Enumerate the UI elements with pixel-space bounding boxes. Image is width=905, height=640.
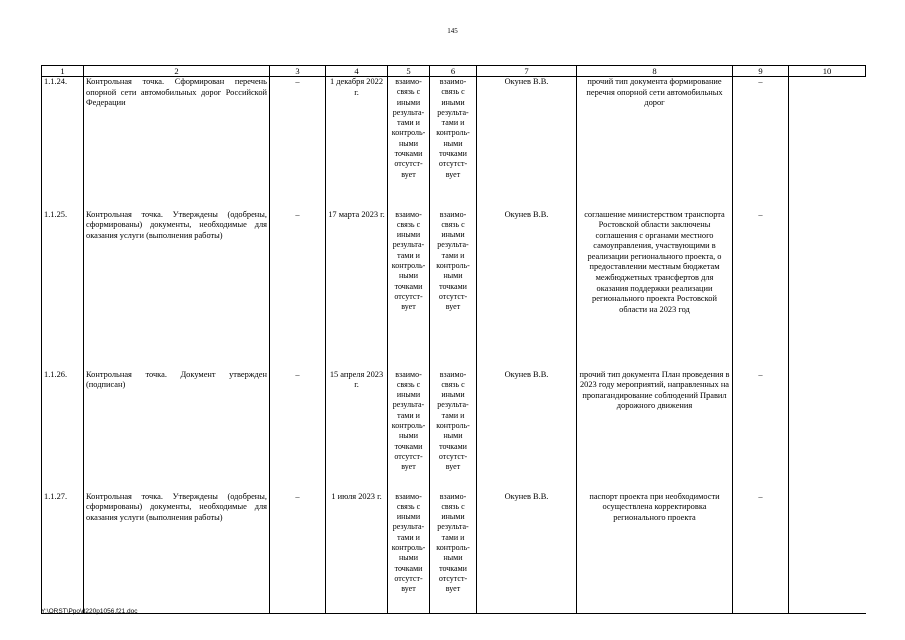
column-header-5: 5 bbox=[388, 66, 430, 77]
relation-successor: взаимо-связь с иными результа-тами и контроль-ными точками отсутст-вует bbox=[430, 370, 477, 492]
table-row bbox=[42, 210, 866, 370]
row-number: 1.1.27. bbox=[42, 492, 84, 614]
relation-predecessor: взаимо-связь с иными результа-тами и контроль-ными точками отсутст-вует bbox=[388, 210, 430, 370]
row-number: 1.1.24. bbox=[42, 77, 84, 210]
deadline-date: 1 декабря 2022 г. bbox=[326, 77, 388, 210]
column-header-4: 4 bbox=[326, 66, 388, 77]
relation-successor: взаимо-связь с иными результа-тами и контроль-ными точками отсутст-вует bbox=[430, 210, 477, 370]
header-row bbox=[42, 66, 866, 77]
column-header-9: 9 bbox=[733, 66, 789, 77]
control-point-title: Контрольная точка. Сформирован перечень опорной сети автомобильных дорог Российской Федерации bbox=[84, 77, 270, 210]
document-type: паспорт проекта при необходимости осуществлена корректировка регионального проекта bbox=[577, 492, 733, 614]
relation-successor: взаимо-связь с иными результа-тами и контроль-ными точками отсутст-вует bbox=[430, 492, 477, 614]
control-point-title: Контрольная точка. Утверждены (одобрены, сформированы) документы, необходимые для оказания услуги (выполнения работы) bbox=[84, 492, 270, 614]
responsible-person: Окунев В.В. bbox=[477, 492, 577, 614]
table-row bbox=[42, 370, 866, 492]
deadline-date: 17 марта 2023 г. bbox=[326, 210, 388, 370]
column-10-value bbox=[789, 492, 866, 614]
deadline-date: 15 апреля 2023 г. bbox=[326, 370, 388, 492]
column-3-value: – bbox=[270, 77, 326, 210]
page-number: 145 bbox=[447, 27, 458, 35]
responsible-person: Окунев В.В. bbox=[477, 210, 577, 370]
column-header-7: 7 bbox=[477, 66, 577, 77]
column-10-value bbox=[789, 77, 866, 210]
table-row bbox=[42, 77, 866, 210]
document-type: соглашение министерством транспорта Ростовской области заключены соглашения с органами местного самоуправления, участвующими в реализации регионального проекта, о предоставлении местным бюджетам межбюджетных трансфертов для оказания поддержки реализации регионального проекта Ростовской области на 2023 год bbox=[577, 210, 733, 370]
column-9-value: – bbox=[733, 492, 789, 614]
column-9-value: – bbox=[733, 370, 789, 492]
relation-successor: взаимо-связь с иными результа-тами и контроль-ными точками отсутст-вует bbox=[430, 77, 477, 210]
column-header-10: 10 bbox=[789, 66, 866, 77]
control-point-title: Контрольная точка. Документ утвержден (подписан) bbox=[84, 370, 270, 492]
document-type: прочий тип документа формирование перечня опорной сети автомобильных дорог bbox=[577, 77, 733, 210]
row-number: 1.1.26. bbox=[42, 370, 84, 492]
column-10-value bbox=[789, 210, 866, 370]
column-header-6: 6 bbox=[430, 66, 477, 77]
column-3-value: – bbox=[270, 492, 326, 614]
column-10-value bbox=[789, 370, 866, 492]
control-points-table bbox=[41, 65, 866, 614]
relation-predecessor: взаимо-связь с иными результа-тами и контроль-ными точками отсутст-вует bbox=[388, 370, 430, 492]
responsible-person: Окунев В.В. bbox=[477, 370, 577, 492]
relation-predecessor: взаимо-связь с иными результа-тами и контроль-ными точками отсутст-вует bbox=[388, 77, 430, 210]
document-type: прочий тип документа План проведения в 2023 году мероприятий, направленных на пропагандирование соблюдений Правил дорожного движения bbox=[577, 370, 733, 492]
file-path-footer: Y:\ORST\Ppo\d220p1056.f21.doc bbox=[41, 608, 138, 615]
column-3-value: – bbox=[270, 210, 326, 370]
column-9-value: – bbox=[733, 210, 789, 370]
column-9-value: – bbox=[733, 77, 789, 210]
relation-predecessor: взаимо-связь с иными результа-тами и контроль-ными точками отсутст-вует bbox=[388, 492, 430, 614]
column-header-1: 1 bbox=[42, 66, 84, 77]
responsible-person: Окунев В.В. bbox=[477, 77, 577, 210]
deadline-date: 1 июля 2023 г. bbox=[326, 492, 388, 614]
row-number: 1.1.25. bbox=[42, 210, 84, 370]
table-row bbox=[42, 492, 866, 614]
column-header-8: 8 bbox=[577, 66, 733, 77]
column-3-value: – bbox=[270, 370, 326, 492]
control-point-title: Контрольная точка. Утверждены (одобрены, сформированы) документы, необходимые для оказания услуги (выполнения работы) bbox=[84, 210, 270, 370]
column-header-3: 3 bbox=[270, 66, 326, 77]
column-header-2: 2 bbox=[84, 66, 270, 77]
